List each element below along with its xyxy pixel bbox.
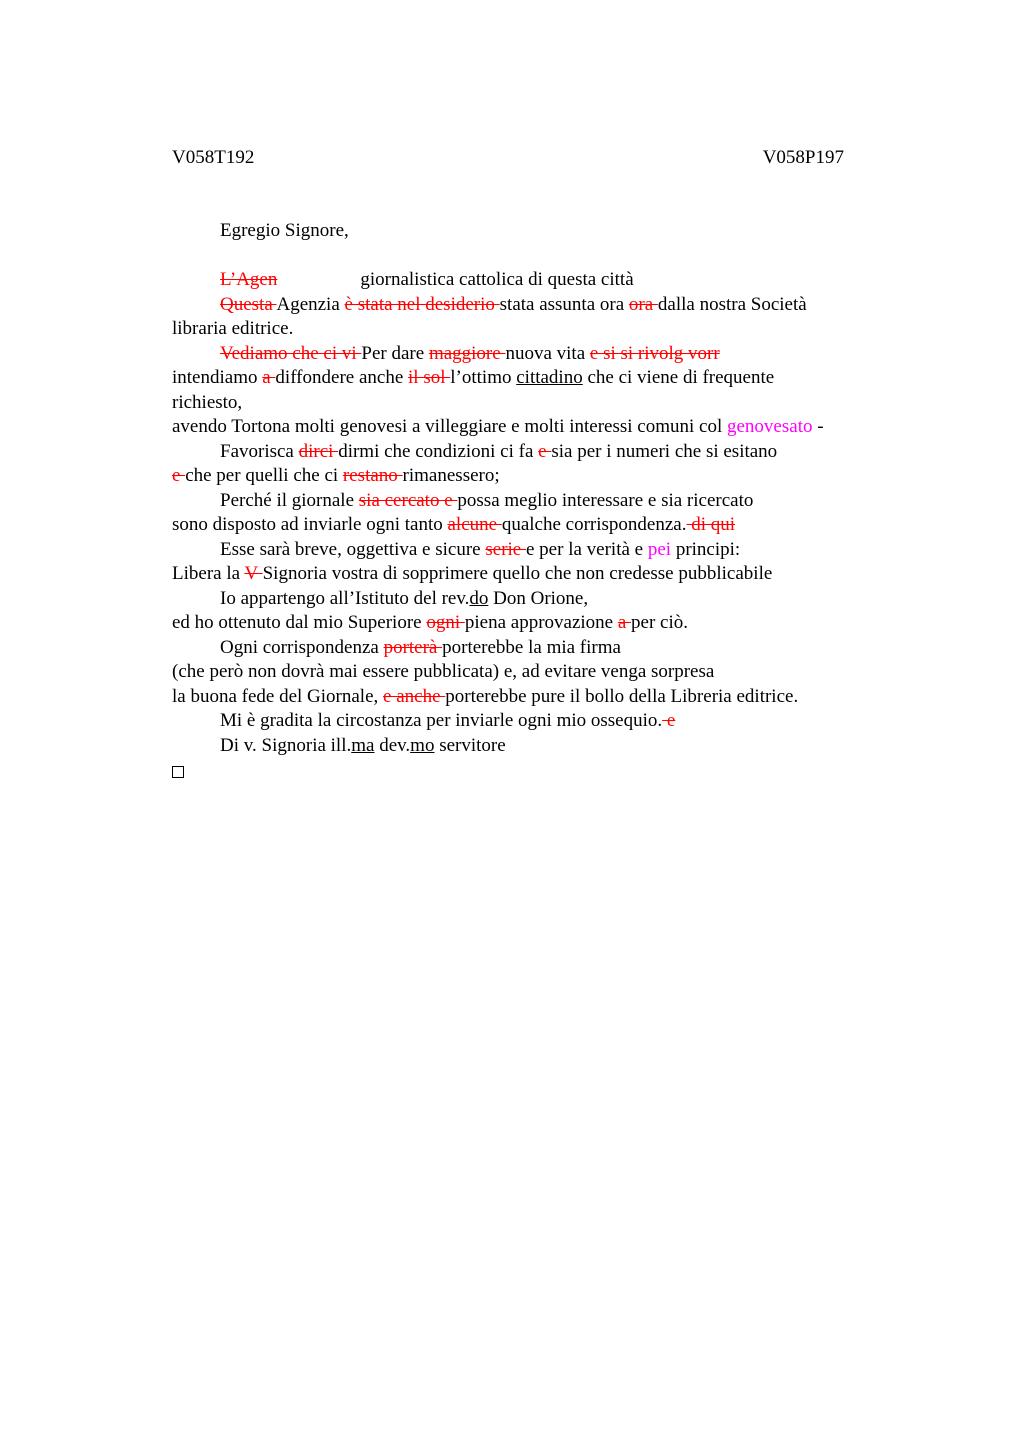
- paragraph-gap: [172, 244, 902, 269]
- line-text: Libera la: [172, 563, 245, 584]
- text-line: [172, 317, 902, 342]
- text-line: [172, 611, 902, 636]
- line-text: Favorisca: [220, 440, 299, 462]
- text-line: [172, 440, 902, 465]
- line-text: libraria editrice.: [172, 318, 294, 339]
- line-text: rimanessero;: [402, 465, 500, 486]
- deleted-text: e: [538, 440, 552, 462]
- line-text: (che però non dovrà mai essere pubblicata) e, ad evitare venga sorpresa: [172, 661, 715, 682]
- deleted-text: di qui: [686, 514, 736, 535]
- text-line: [172, 415, 902, 440]
- line-text: Ogni corrispondenza: [220, 636, 384, 658]
- end-marker: [172, 758, 902, 786]
- text-line: [172, 293, 902, 318]
- line-text: -: [812, 416, 824, 437]
- line-text: Per dare: [361, 342, 429, 364]
- deleted-text: L’Agen: [220, 269, 278, 290]
- text-line: [172, 342, 902, 367]
- underlined-text: cittadino: [516, 367, 583, 388]
- greeting: Egregio Signore,: [220, 220, 349, 241]
- line-text: Don Orione,: [488, 587, 589, 609]
- letter-body: [172, 219, 902, 786]
- uncertain-text: genovesato: [727, 416, 813, 437]
- line-text: porterebbe la mia firma: [442, 636, 621, 658]
- document-code-right: V058P197: [762, 147, 844, 168]
- deleted-text: e si si rivolg vorr: [589, 342, 720, 364]
- underlined-text: do: [469, 587, 489, 609]
- line-text: Io appartengo all’Istituto del rev.: [220, 587, 470, 609]
- line-text: dirmi che condizioni ci fa: [338, 440, 539, 462]
- line-text: intendiamo: [172, 367, 263, 388]
- text-line: [172, 268, 902, 293]
- text-line: [172, 538, 902, 563]
- deleted-text: alcune: [447, 514, 502, 535]
- text-line: [172, 513, 902, 538]
- deleted-text: e: [172, 465, 186, 486]
- text-line: [172, 391, 902, 416]
- deleted-text: a: [617, 612, 632, 633]
- deleted-text: serie: [485, 538, 526, 560]
- line-text: che per quelli che ci: [185, 465, 343, 486]
- text-line: [172, 366, 902, 391]
- text-line: [172, 685, 902, 710]
- line-text: dev.: [374, 734, 411, 756]
- deleted-text: ogni: [426, 612, 465, 633]
- deleted-text: a: [262, 367, 276, 388]
- line-text: avendo Tortona molti genovesi a villeggiare e molti interessi comuni col: [172, 416, 727, 437]
- deleted-text: ora: [628, 293, 658, 315]
- line-text: che ci viene di frequente: [582, 367, 775, 388]
- line-text: stata assunta ora: [499, 293, 629, 315]
- line-text: principi:: [671, 538, 741, 560]
- line-text: richiesto,: [172, 391, 243, 413]
- line-text: e per la verità e: [526, 538, 648, 560]
- deleted-text: sia cercato e: [358, 489, 458, 511]
- text-line: [172, 709, 902, 734]
- line-text: porterebbe pure il bollo della Libreria editrice.: [445, 685, 799, 707]
- deleted-text: porterà: [383, 636, 443, 658]
- line-text: Esse sarà breve, oggettiva e sicure: [220, 538, 486, 560]
- deleted-text: dirci: [298, 440, 339, 462]
- line-text: ed ho ottenuto dal mio Superiore: [172, 612, 427, 633]
- line-text: sono disposto ad inviarle ogni tanto: [172, 514, 448, 535]
- deleted-text: e: [662, 710, 676, 731]
- line-text: sia per i numeri che si esitano: [551, 440, 778, 462]
- line-text: l’ottimo: [450, 367, 517, 388]
- text-line: [172, 464, 902, 489]
- line-text: Di v. Signoria ill.: [220, 734, 352, 756]
- line-text: Mi è gradita la circostanza per inviarle ogni mio ossequio.: [220, 710, 663, 731]
- deleted-text: Questa: [220, 293, 277, 315]
- text-line: [172, 489, 902, 514]
- line-text: Perché il giornale: [220, 489, 359, 511]
- line-text: dalla nostra Società: [657, 293, 807, 315]
- underlined-text: ma: [351, 734, 375, 756]
- line-text: qualche corrispondenza.: [501, 514, 687, 535]
- closing-line: [172, 734, 902, 759]
- line-text: possa meglio interessare e sia ricercato: [457, 489, 754, 511]
- line-text: per ciò.: [631, 612, 689, 633]
- deleted-text: Vediamo che ci vi: [220, 342, 362, 364]
- line-text: Signoria vostra di sopprimere quello che non credesse pubblicabile: [262, 563, 773, 584]
- line-text: diffondere anche: [275, 367, 409, 388]
- underlined-text: mo: [410, 734, 435, 756]
- uncertain-text: pei: [647, 538, 672, 560]
- deleted-text: V: [244, 563, 263, 584]
- line-text: giornalistica cattolica di questa città: [360, 269, 634, 290]
- line-text: nuova vita: [505, 342, 590, 364]
- text-line: [172, 636, 902, 661]
- line-text: Agenzia: [276, 293, 345, 315]
- document-code-left: V058T192: [172, 147, 255, 168]
- line-text: la buona fede del Giornale,: [172, 685, 384, 707]
- square-icon: [172, 766, 184, 778]
- deleted-text: il sol: [408, 367, 451, 388]
- text-line: [172, 587, 902, 612]
- deleted-text: maggiore: [428, 342, 506, 364]
- line-text: piena approvazione: [464, 612, 618, 633]
- deleted-text: è stata nel desiderio: [344, 293, 500, 315]
- deleted-text: restano: [342, 465, 403, 486]
- text-line: [172, 660, 902, 685]
- deleted-text: e anche: [383, 685, 446, 707]
- line-text: servitore: [434, 734, 506, 756]
- text-line: [172, 562, 902, 587]
